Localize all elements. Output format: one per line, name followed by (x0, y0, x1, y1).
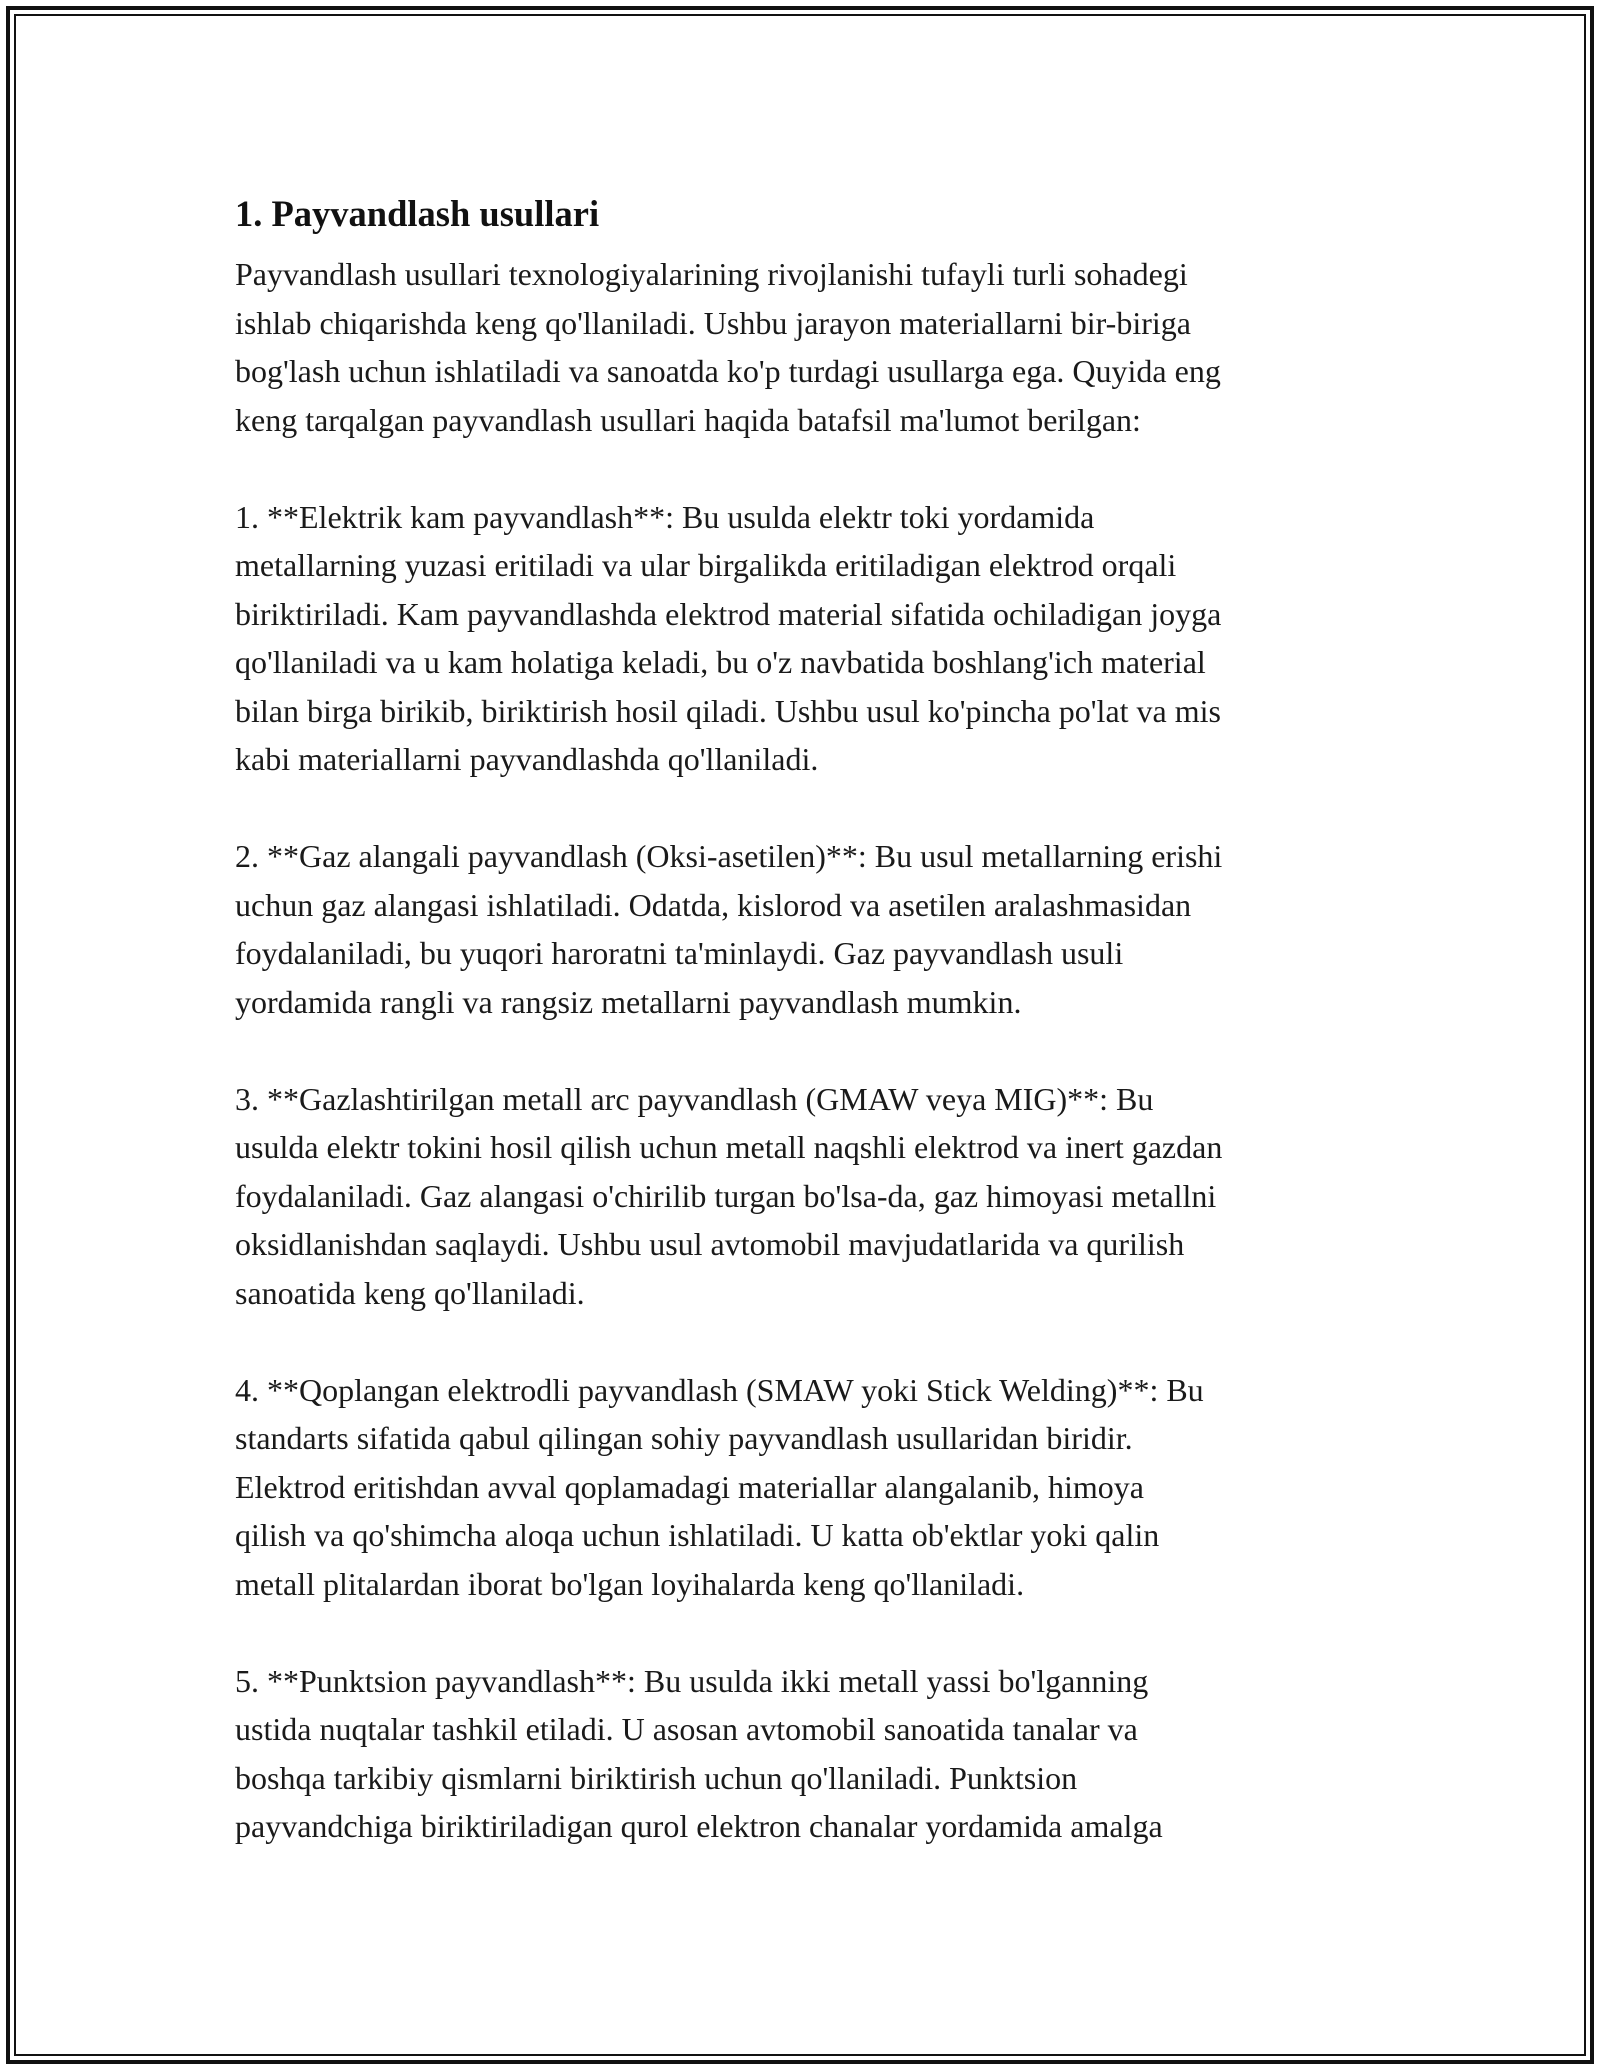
text-line: 2. **Gaz alangali payvandlash (Oksi-asetilen)**: Bu usul metallarning erishi (235, 838, 1223, 874)
method-paragraph-4 (235, 1366, 1375, 1609)
text-line: metall plitalardan iborat bo'lgan loyihalarda keng qo'llaniladi. (235, 1565, 1025, 1602)
text-line: Elektrod eritishdan avval qoplamadagi materiallar alangalanib, himoya (235, 1468, 1144, 1505)
method-paragraph-1 (235, 493, 1375, 784)
text-line: keng tarqalgan payvandlash usullari haqida batafsil ma'lumot berilgan: (235, 401, 1141, 438)
text-line: standarts sifatida qabul qilingan sohiy payvandlash usullaridan biridir. (235, 1420, 1133, 1456)
document-body (235, 186, 1375, 1899)
text-line: foydalaniladi. Gaz alangasi o'chirilib turgan bo'lsa-da, gaz himoyasi metallni (235, 1177, 1217, 1214)
text-line: Payvandlash usullari texnologiyalarining rivojlanishi tufayli turli sohadegi (235, 256, 1188, 292)
text-line: uchun gaz alangasi ishlatiladi. Odatda, kislorod va asetilen aralashmasidan (235, 886, 1192, 923)
text-line: sanoatida keng qo'llaniladi. (235, 1274, 585, 1311)
method-paragraph-5 (235, 1657, 1375, 1851)
text-line: yordamida rangli va rangsiz metallarni payvandlash mumkin. (235, 983, 1022, 1020)
text-line: foydalaniladi, bu yuqori haroratni ta'minlaydi. Gaz payvandlash usuli (235, 935, 1124, 971)
method-paragraph-2 (235, 832, 1375, 1026)
text-line: 5. **Punktsion payvandlash**: Bu usulda ikki metall yassi bo'lganning (235, 1662, 1149, 1699)
intro-paragraph (235, 250, 1375, 444)
text-line: ishlab chiqarishda keng qo'llaniladi. Ushbu jarayon materiallarni bir-biriga (235, 304, 1191, 341)
text-line: usulda elektr tokini hosil qilish uchun metall naqshli elektrod va inert gazdan (235, 1129, 1223, 1165)
method-paragraph-3 (235, 1075, 1375, 1318)
text-line: kabi materiallarni payvandlashda qo'llaniladi. (235, 741, 819, 777)
text-line: metallarning yuzasi eritiladi va ular birgalikda eritiladigan elektrod orqali (235, 547, 1177, 583)
text-line: 4. **Qoplangan elektrodli payvandlash (SMAW yoki Stick Welding)**: Bu (235, 1371, 1204, 1408)
text-line: bilan birga birikib, biriktirish hosil qiladi. Ushbu usul ko'pincha po'lat va mis (235, 692, 1221, 729)
text-line: ustida nuqtalar tashkil etiladi. U asosan avtomobil sanoatida tanalar va (235, 1711, 1138, 1747)
text-line: bog'lash uchun ishlatiladi va sanoatda ko'p turdagi usullarga ega. Quyida eng (235, 353, 1221, 389)
text-line: biriktiriladi. Kam payvandlashda elektrod material sifatida ochiladigan joyga (235, 595, 1222, 632)
text-line: 1. **Elektrik kam payvandlash**: Bu usulda elektr toki yordamida (235, 498, 1095, 535)
text-line: qilish va qo'shimcha aloqa uchun ishlatiladi. U katta ob'ektlar yoki qalin (235, 1517, 1160, 1553)
text-line: 3. **Gazlashtirilgan metall arc payvandlash (GMAW veya MIG)**: Bu (235, 1080, 1154, 1117)
section-title: 1. Payvandlash usullari (235, 193, 600, 234)
text-line: boshqa tarkibiy qismlarni biriktirish uchun qo'llaniladi. Punktsion (235, 1759, 1078, 1796)
text-line: qo'llaniladi va u kam holatiga keladi, bu o'z navbatida boshlang'ich material (235, 644, 1206, 680)
text-line: payvandchiga biriktiriladigan qurol elektron chanalar yordamida amalga (235, 1808, 1163, 1844)
text-line: oksidlanishdan saqlaydi. Ushbu usul avtomobil mavjudatlarida va qurilish (235, 1226, 1185, 1262)
